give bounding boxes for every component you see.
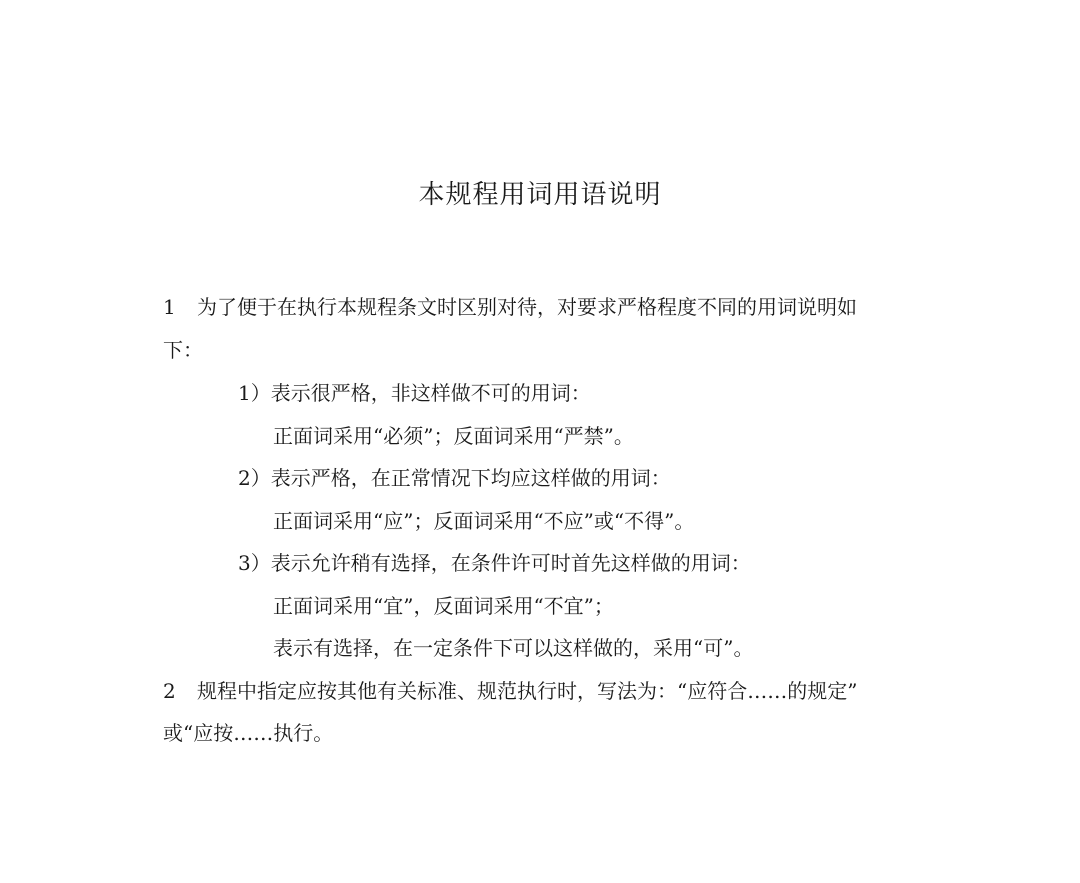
page-title: 本规程用词用语说明 [418, 180, 662, 210]
clause-1-item-2-heading: 2）表示严格，在正常情况下均应这样做的用词： [238, 466, 671, 490]
clause-1-item-2-line: 正面词采用“应”；反面词采用“不应”或“不得”。 [273, 509, 695, 533]
clause-1-item-3-heading: 3）表示允许稍有选择，在条件许可时首先这样做的用词： [238, 551, 751, 575]
clause-1-item-3-line-1: 正面词采用“宜”，反面词采用“不宜”； [273, 594, 614, 618]
clause-2-number: 2 [163, 679, 176, 703]
clause-1-item-3-line-2: 表示有选择，在一定条件下可以这样做的，采用“可”。 [273, 636, 754, 660]
clause-1-text-line-1: 为了便于在执行本规程条文时区别对待，对要求严格程度不同的用词说明如 [197, 295, 857, 319]
clause-2-text-line-1: 规程中指定应按其他有关标准、规范执行时，写法为：“应符合……的规定” [197, 679, 858, 703]
clause-1-item-1-line: 正面词采用“必须”；反面词采用“严禁”。 [273, 424, 634, 448]
clause-1-item-1-heading: 1）表示很严格，非这样做不可的用词： [238, 381, 591, 405]
clause-2-line-2: 或“应按……执行。 [163, 721, 334, 745]
clause-1-number: 1 [163, 295, 176, 319]
clause-1-line-1 [163, 292, 857, 322]
clause-1-line-2: 下： [163, 338, 203, 362]
clause-2-line-1 [163, 676, 857, 706]
